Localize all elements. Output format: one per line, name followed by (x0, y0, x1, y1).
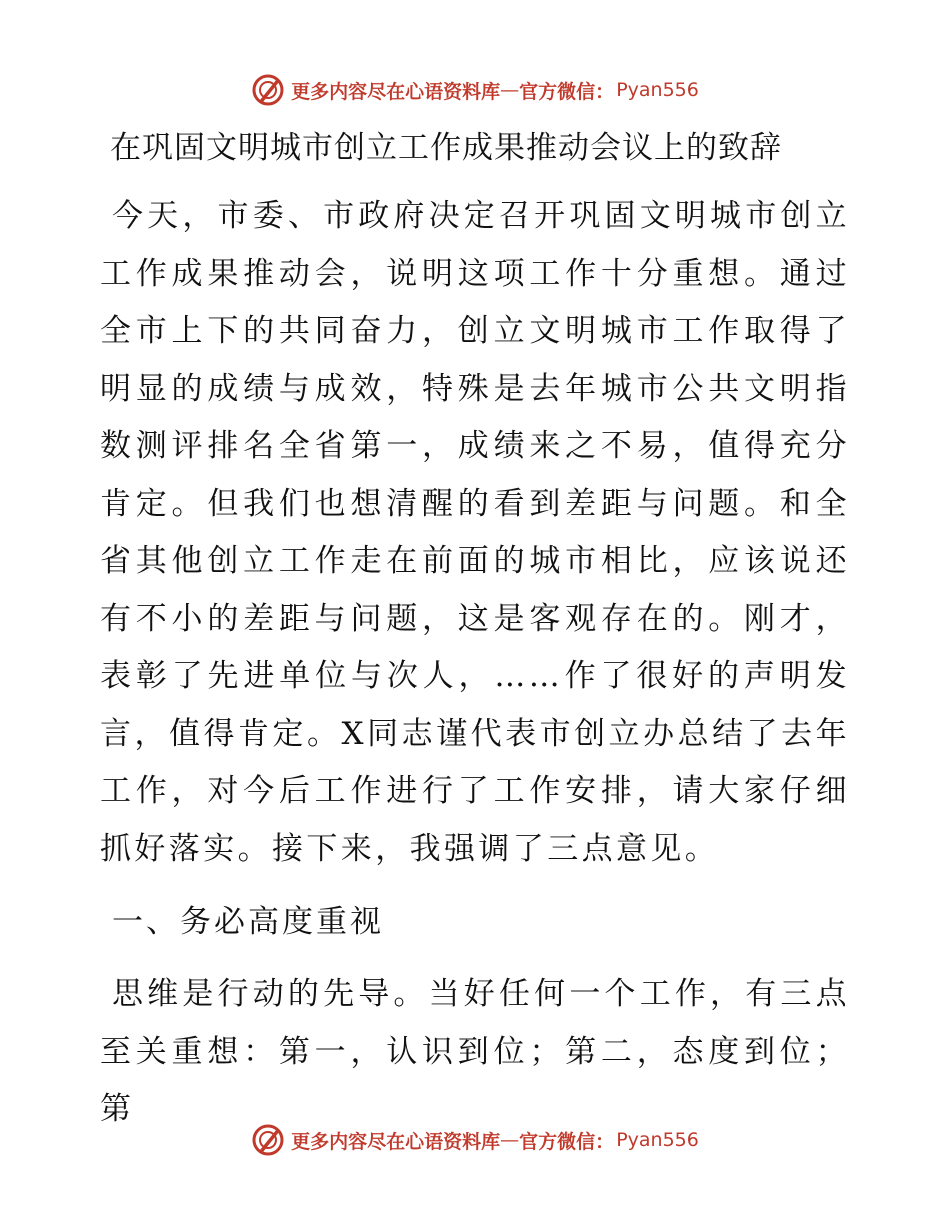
document-body (100, 118, 850, 1153)
header-banner (0, 70, 950, 110)
footer-brand-text: 更多内容尽在心语资料库 (291, 1130, 501, 1153)
quill-seal-logo-icon (251, 1123, 285, 1157)
quill-seal-logo-icon (251, 73, 285, 107)
document-title: 在巩固文明城市创立工作成果推动会议上的致辞 (110, 130, 782, 166)
paragraph-intro: 今天，市委、市政府决定召开巩固文明城市创立工作成果推动会，说明这项工作十分重想。通过全市上下的共同奋力，创立文明城市工作取得了明显的成绩与成效，特殊是去年城市公共文明指数测评排名全省第一，成绩来之不易，值得充分肯定。但我们也想清醒的看到差距与问题。和全省其他创立工作走在前面的城市相比，应该说还有不小的差距与问题，这是客观存在的。刚才，表彰了先进单位与次人，……作了很好的声明发言，值得肯定。X同志谨代表市创立办总结了去年工作，对今后工作进行了工作安排，请大家仔细抓好落实。接下来，我强调了三点意见。 (100, 198, 850, 867)
header-wechat-id: Pyan556 (616, 79, 699, 101)
footer-banner (0, 1120, 950, 1160)
section-heading: 一、务必高度重视 (112, 904, 384, 940)
footer-separator: — (500, 1129, 520, 1151)
header-wechat-label: 官方微信： (519, 80, 615, 103)
footer-wechat-label: 官方微信： (519, 1130, 615, 1153)
header-separator: — (500, 79, 520, 101)
header-brand-text: 更多内容尽在心语资料库 (291, 80, 501, 103)
paragraph-section-one: 思维是行动的先导。当好任何一个工作，有三点至关重想：第一，认识到位；第二，态度到位；第 (100, 976, 850, 1127)
footer-wechat-id: Pyan556 (616, 1129, 699, 1151)
